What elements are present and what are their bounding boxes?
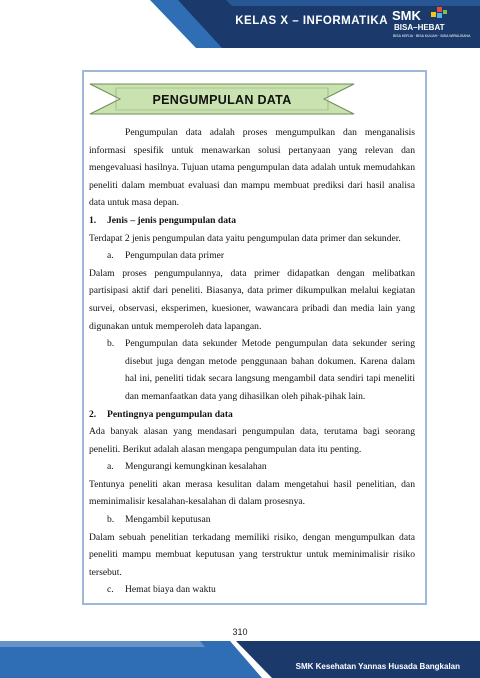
item-label: b. xyxy=(107,514,115,526)
list-item xyxy=(107,581,415,599)
section-1-heading xyxy=(89,212,415,230)
item-title: Mengurangi kemungkinan kesalahan xyxy=(125,461,267,473)
list-item xyxy=(107,458,415,476)
item-title: Pengumpulan data sekunder Metode pengumpulan data sekunder sering disebut juga dengan metode penggunaan bahan dokumen. Karena dalam hal ini, peneliti tidak secara langsung mengambil data sendiri tapi meneliti dan memanfaatkan data yang dihasilkan oleh pihak-pihak lain. xyxy=(125,338,415,402)
item-text: Dalam proses pengumpulannya, data primer didapatkan dengan melibatkan partisipasi aktif dari peneliti. Biasanya, data primer dikumpulkan melalui kegiatan survei, observasi, eksperimen, kuesioner, wawancara pribadi dan media lain yang digunakan untuk memperoleh data lapangan. xyxy=(89,267,415,332)
footer-bar xyxy=(0,641,480,678)
list-item xyxy=(107,335,415,405)
header-title: KELAS X – INFORMATIKA xyxy=(235,15,388,27)
item-text: Dalam sebuah penelitian terkadang memiliki risiko, dengan mengumpulkan data peneliti mampu membuat keputusan yang terstruktur untuk meminimalisir risiko tersebut. xyxy=(89,531,415,578)
list-item xyxy=(107,247,415,265)
section-1-body: Terdapat 2 jenis pengumpulan data yaitu pengumpulan data primer dan sekunder. xyxy=(89,232,401,244)
title-banner xyxy=(86,79,358,119)
page-number: 310 xyxy=(232,627,248,637)
section-title: Jenis – jenis pengumpulan data xyxy=(107,214,237,226)
section-2-heading xyxy=(89,406,415,424)
intro-paragraph: Pengumpulan data adalah proses mengumpulkan dan menganalisis informasi spesifik untuk menawarkan solusi pertanyaan yang relevan dan mengevaluasi hasilnya. Tujuan utama pengumpulan data adalah untuk memudahkan peneliti dalam membuat evaluasi dan mampu membuat prediksi dari hasil analisa data untuk masa depan. xyxy=(89,127,415,209)
item-label: a. xyxy=(107,250,114,262)
item-label: c. xyxy=(107,584,114,596)
main-content xyxy=(89,124,415,599)
section-number: 1. xyxy=(89,214,97,226)
smk-logo xyxy=(392,6,471,42)
logo-tagline: BISA KERJA · BISA KULIAH · BISA WIRAUSAHA xyxy=(393,34,471,38)
logo-sub-text: BISA–HEBAT xyxy=(394,23,445,32)
item-text: Tentunya peneliti akan merasa kesulitan dalam mengetahui hasil penelitian, dan meminimalisir kesalahan-kesalahan di dalam prosesnya. xyxy=(89,478,415,508)
section-2-body: Ada banyak alasan yang mendasari pengumpulan data, terutama bagi seorang peneliti. Berikut adalah alasan mengapa pengumpulan data itu penting. xyxy=(89,426,415,455)
section-title: Pentingnya pengumpulan data xyxy=(107,408,233,420)
item-label: a. xyxy=(107,461,114,473)
section-number: 2. xyxy=(89,408,97,420)
list-item xyxy=(107,511,415,529)
logo-main-text: SMK xyxy=(392,8,421,23)
banner-title: PENGUMPULAN DATA xyxy=(152,93,292,107)
item-title: Mengambil keputusan xyxy=(125,514,211,526)
item-title: Hemat biaya dan waktu xyxy=(125,584,216,596)
item-title: Pengumpulan data primer xyxy=(125,250,225,262)
item-label: b. xyxy=(107,338,115,350)
footer-text: SMK Kesehatan Yannas Husada Bangkalan xyxy=(295,662,460,671)
logo-squares-icon xyxy=(430,6,448,22)
